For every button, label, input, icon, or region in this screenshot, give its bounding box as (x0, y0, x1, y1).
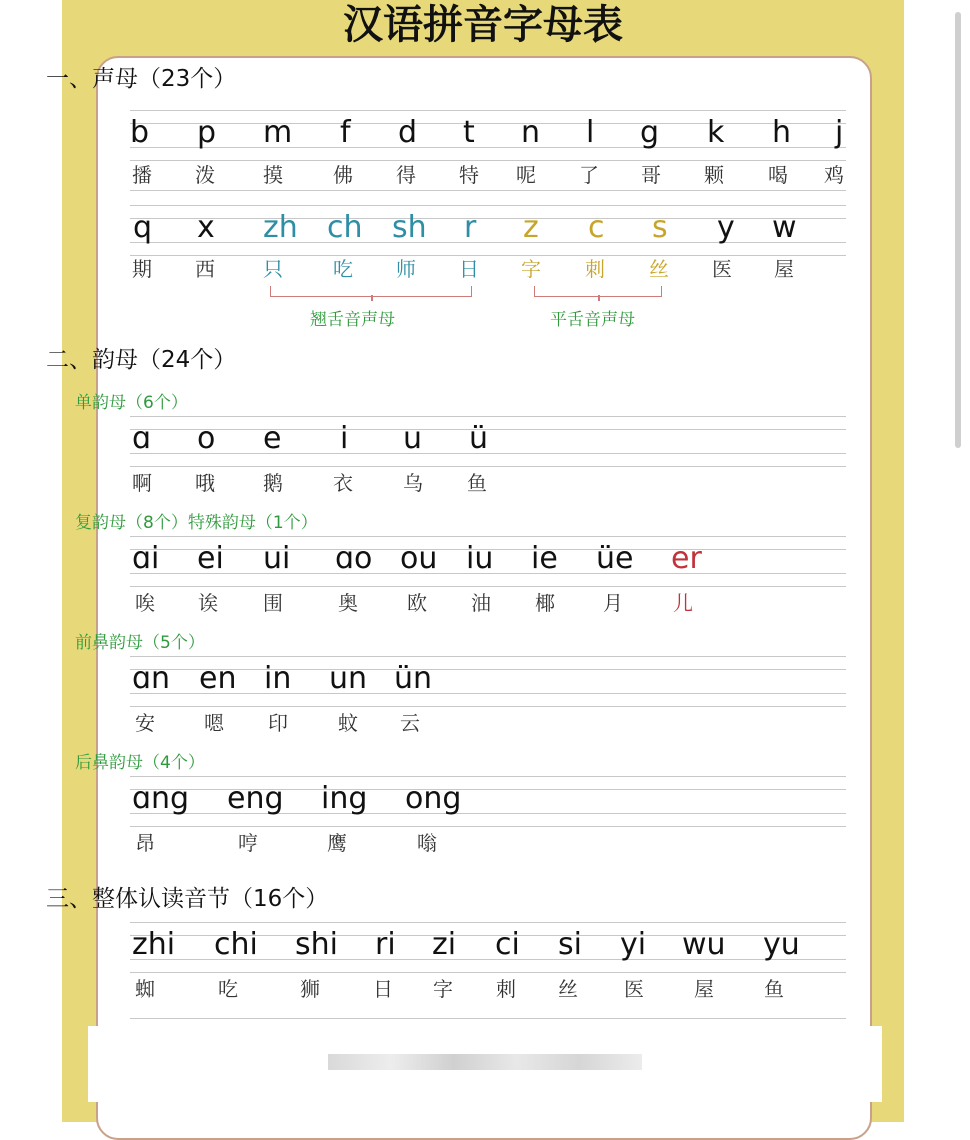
page-title: 汉语拼音字母表 (343, 2, 623, 48)
example-character: 云 (400, 711, 420, 735)
pinyin-letter: iu (466, 541, 494, 576)
pinyin-syllable: yi (620, 927, 647, 962)
pinyin-syllable: zi (432, 927, 457, 962)
pinyin-letter: n (521, 115, 541, 150)
example-character: 椰 (535, 591, 555, 615)
pinyin-letter: j (835, 115, 844, 150)
example-character: 蜘 (135, 977, 155, 1001)
retroflex-label: 翘舌音声母 (310, 310, 395, 330)
example-character: 喝 (768, 163, 788, 187)
pinyin-letter: m (263, 115, 293, 150)
example-character: 医 (624, 977, 644, 1001)
pinyin-letter: k (707, 115, 725, 150)
pinyin-letter: ɑo (335, 541, 373, 576)
example-character: 日 (459, 257, 479, 281)
subheading-qian-bi-yunmu: 前鼻韵母（5个） (75, 633, 205, 653)
example-character: 屋 (774, 257, 794, 281)
pinyin-letter-retroflex: zh (263, 210, 298, 245)
example-character: 鹰 (327, 831, 347, 855)
example-character: 刺 (496, 977, 516, 1001)
pinyin-letter-flat: s (652, 210, 668, 245)
pinyin-letter: üe (596, 541, 634, 576)
pinyin-letter-retroflex: r (464, 210, 477, 245)
section-heading-shengmu: 一、声母（23个） (46, 66, 237, 92)
pinyin-letter: eng (227, 781, 284, 816)
scrollbar[interactable] (955, 12, 961, 448)
example-character: 字 (433, 977, 453, 1001)
section-heading-zhengti: 三、整体认读音节（16个） (46, 886, 329, 912)
pinyin-letter: ün (394, 661, 433, 696)
example-character: 鹅 (263, 471, 283, 495)
pinyin-letter: un (329, 661, 368, 696)
pinyin-letter: x (197, 210, 215, 245)
example-character: 吃 (218, 977, 238, 1001)
pinyin-letter-flat: c (588, 210, 605, 245)
example-character: 印 (268, 711, 288, 735)
subheading-hou-bi-yunmu: 后鼻韵母（4个） (75, 753, 205, 773)
pinyin-letter: ü (469, 421, 489, 456)
example-character: 鸡 (824, 163, 844, 187)
example-character: 月 (603, 591, 623, 615)
example-character: 呢 (516, 163, 536, 187)
flat-bracket (534, 286, 662, 297)
section-heading-yunmu: 二、韵母（24个） (46, 347, 237, 373)
subheading-fu-yunmu: 复韵母（8个）特殊韵母（1个） (75, 513, 318, 533)
example-character: 日 (373, 977, 393, 1001)
example-character: 嗯 (204, 711, 224, 735)
pinyin-letter: in (264, 661, 292, 696)
example-character: 乌 (403, 471, 423, 495)
pinyin-letter: g (640, 115, 660, 150)
pinyin-syllable: ci (495, 927, 520, 962)
pinyin-syllable: yu (763, 927, 800, 962)
example-character: 医 (712, 257, 732, 281)
pinyin-letter: d (398, 115, 418, 150)
pinyin-letter: ɑi (132, 541, 160, 576)
example-character: 摸 (263, 163, 283, 187)
example-character: 丝 (558, 977, 578, 1001)
pinyin-letter: u (403, 421, 423, 456)
retroflex-bracket (270, 286, 472, 297)
example-character: 泼 (195, 163, 215, 187)
pinyin-letter: y (717, 210, 735, 245)
example-character: 丝 (649, 257, 669, 281)
pinyin-letter: q (133, 210, 153, 245)
example-character: 哦 (195, 471, 215, 495)
pinyin-letter: ei (197, 541, 224, 576)
pinyin-letter: w (772, 210, 797, 245)
example-character: 刺 (585, 257, 605, 281)
example-character: 只 (263, 257, 283, 281)
pinyin-letter: i (340, 421, 349, 456)
example-character: 哼 (238, 831, 258, 855)
pinyin-syllable: chi (214, 927, 258, 962)
example-character: 哥 (641, 163, 661, 187)
pinyin-syllable: zhi (132, 927, 176, 962)
example-character: 鱼 (467, 471, 487, 495)
example-character: 得 (396, 163, 416, 187)
pinyin-letter: f (340, 115, 351, 150)
pinyin-letter-retroflex: ch (327, 210, 363, 245)
example-character: 唉 (135, 591, 155, 615)
example-character: 鱼 (764, 977, 784, 1001)
example-character: 蚊 (338, 711, 358, 735)
example-character: 嗡 (417, 831, 437, 855)
example-character: 啊 (132, 471, 152, 495)
pinyin-letter: t (463, 115, 475, 150)
pinyin-letter: o (197, 421, 216, 456)
example-character: 诶 (198, 591, 218, 615)
pinyin-letter: en (199, 661, 237, 696)
pinyin-letter-special: er (671, 541, 702, 576)
pinyin-letter: ɑ (132, 421, 152, 456)
pinyin-letter-flat: z (523, 210, 539, 245)
example-character: 师 (396, 257, 416, 281)
example-character: 衣 (333, 471, 353, 495)
pinyin-letter: ɑn (132, 661, 171, 696)
example-character: 吃 (333, 257, 353, 281)
pinyin-letter: ong (405, 781, 462, 816)
pinyin-syllable: wu (682, 927, 726, 962)
pinyin-letter: b (130, 115, 150, 150)
example-character: 昂 (135, 831, 155, 855)
example-character: 围 (263, 591, 283, 615)
pinyin-letter: ing (321, 781, 368, 816)
pinyin-letter: p (197, 115, 217, 150)
pinyin-syllable: ri (375, 927, 396, 962)
example-character: 佛 (333, 163, 353, 187)
pinyin-letter: ɑng (132, 781, 190, 816)
pinyin-letter: e (263, 421, 282, 456)
example-character: 狮 (300, 977, 320, 1001)
pinyin-letter: l (586, 115, 595, 150)
example-character: 欧 (407, 591, 427, 615)
blurred-watermark (328, 1054, 642, 1070)
example-character: 屋 (694, 977, 714, 1001)
pinyin-letter: h (772, 115, 792, 150)
example-character: 奥 (338, 591, 358, 615)
pinyin-letter-retroflex: sh (392, 210, 427, 245)
example-character: 字 (521, 257, 541, 281)
pinyin-syllable: si (558, 927, 582, 962)
example-character: 特 (459, 163, 479, 187)
pinyin-syllable: shi (295, 927, 338, 962)
flat-label: 平舌音声母 (550, 310, 635, 330)
pinyin-letter: ui (263, 541, 291, 576)
example-character: 颗 (704, 163, 724, 187)
example-character: 安 (135, 711, 155, 735)
pinyin-letter: ou (400, 541, 438, 576)
example-character: 播 (132, 163, 152, 187)
example-character: 期 (132, 257, 152, 281)
example-character: 了 (579, 163, 599, 187)
example-character: 儿 (673, 591, 693, 615)
example-character: 油 (471, 591, 491, 615)
pinyin-letter: ie (531, 541, 558, 576)
subheading-dan-yunmu: 单韵母（6个） (75, 393, 188, 413)
example-character: 西 (195, 257, 215, 281)
